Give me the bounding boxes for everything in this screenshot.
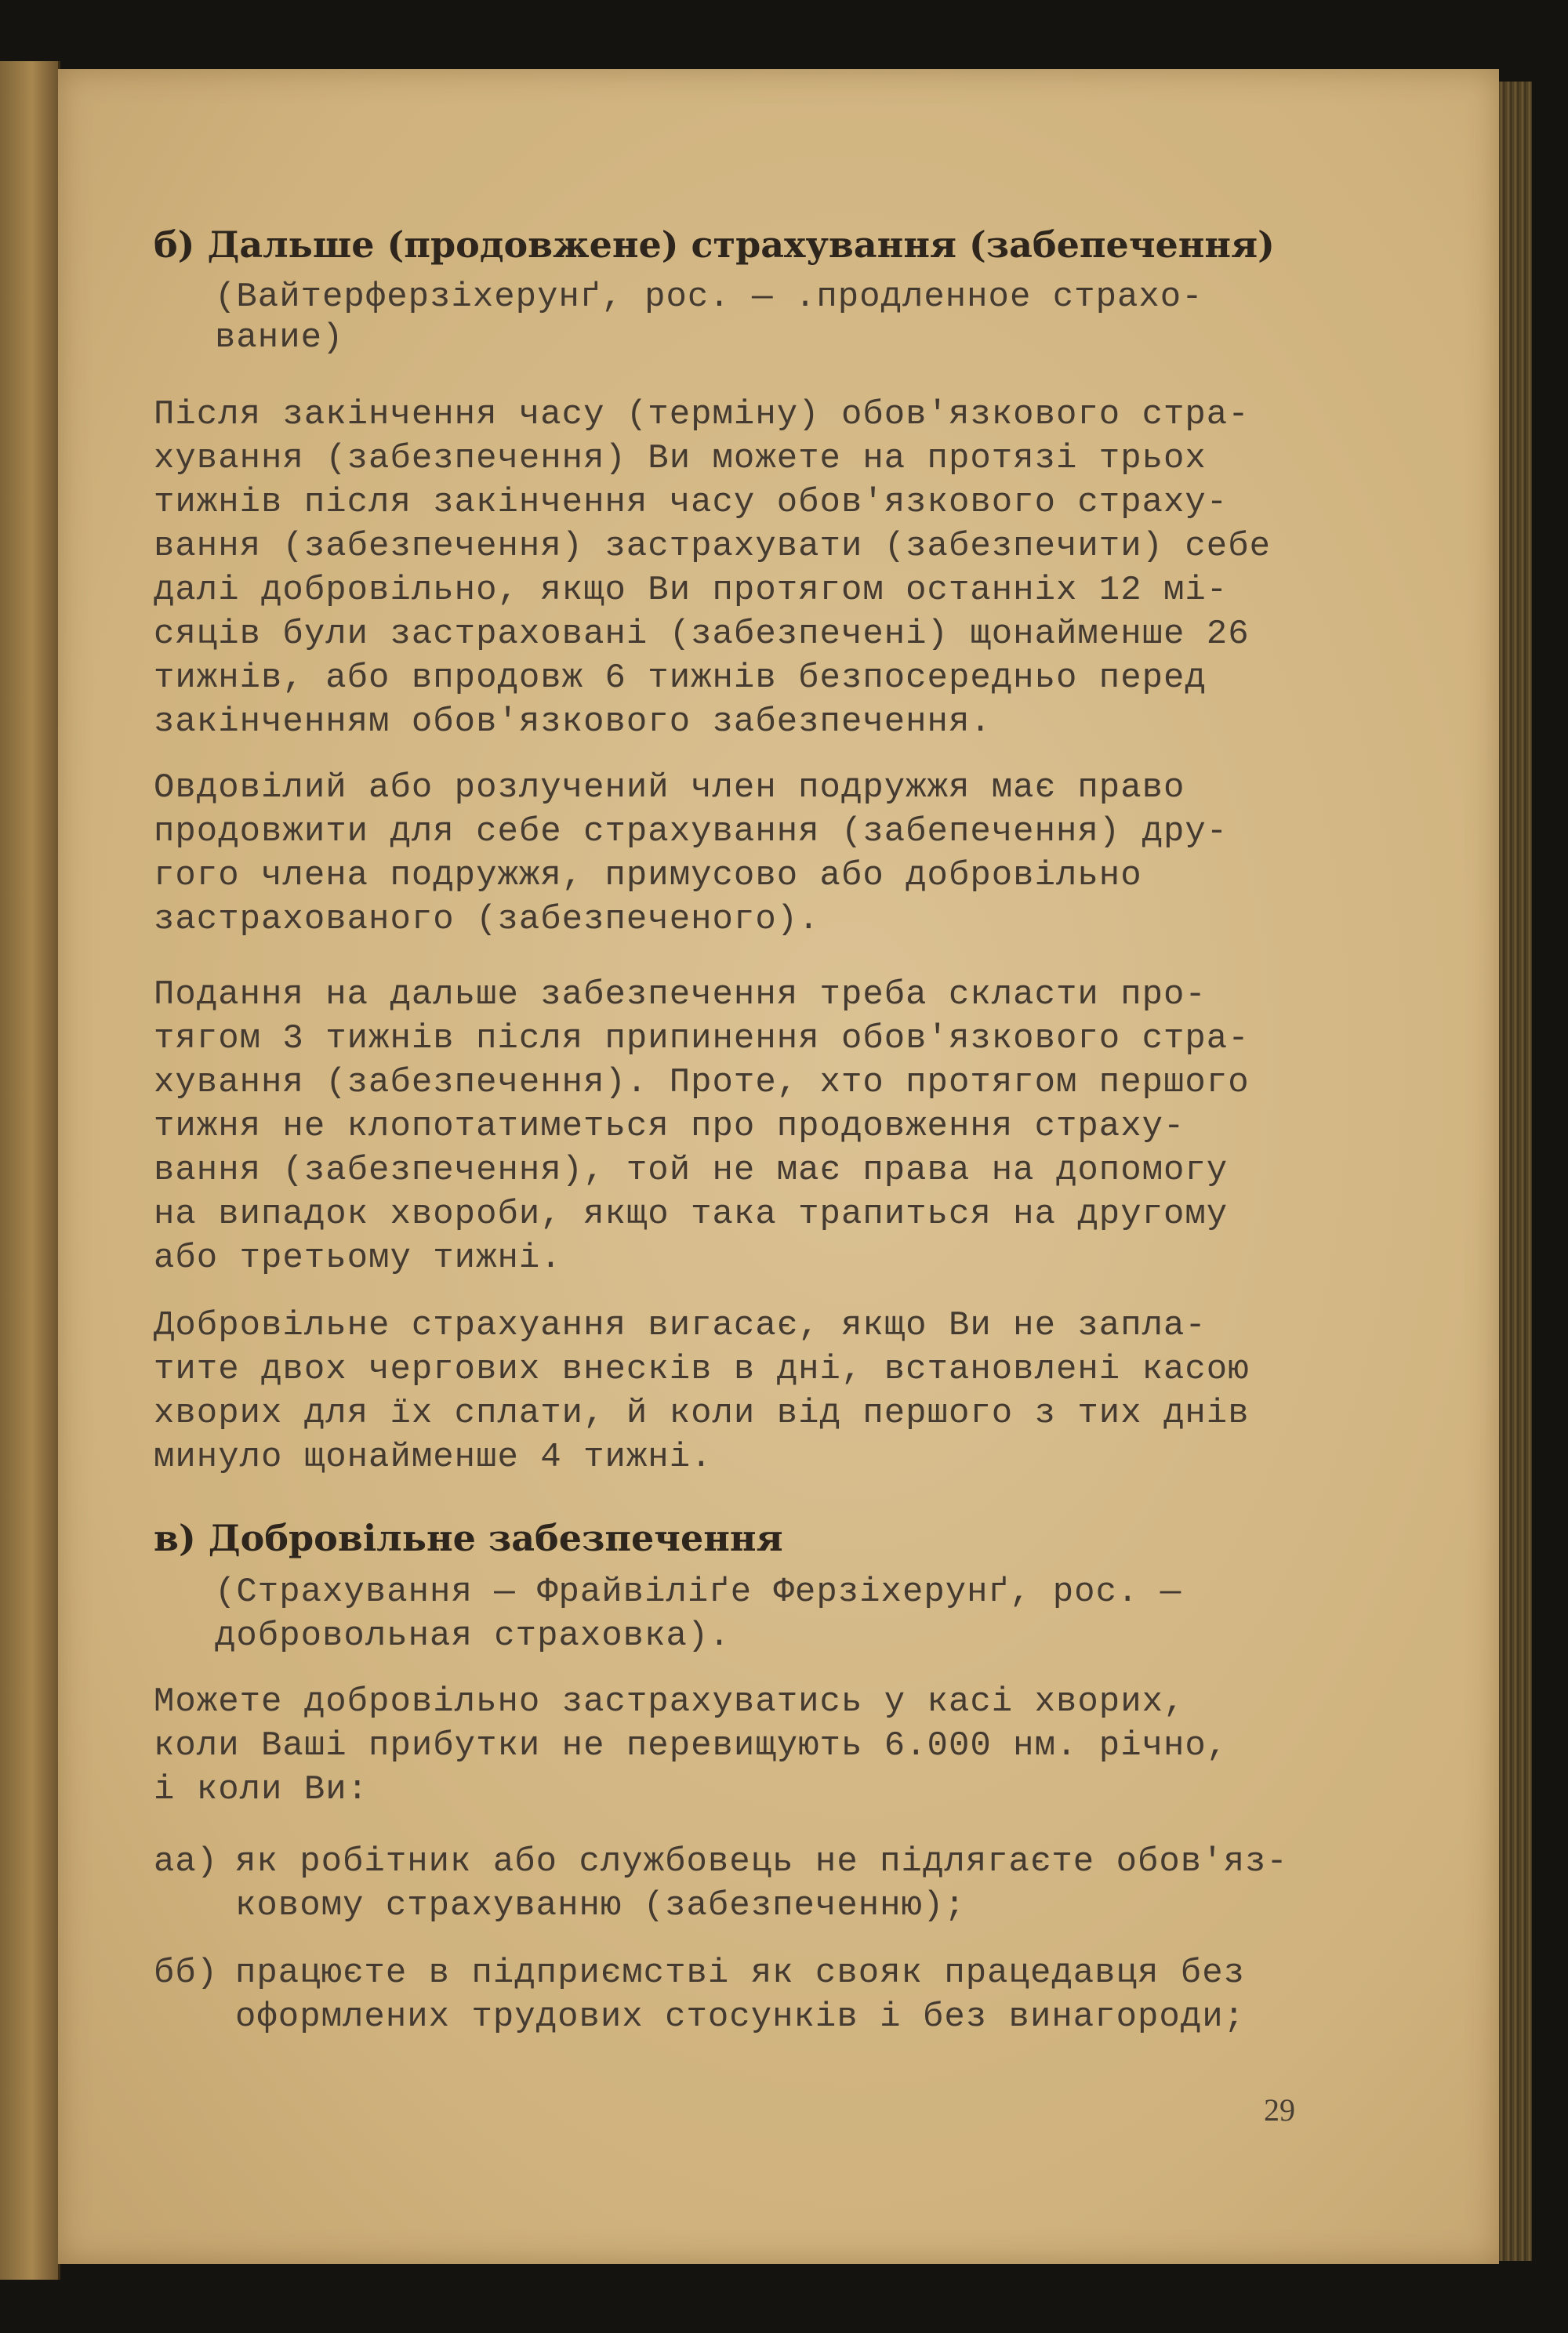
section-b-heading: б) Дальше (продовжене) страхування (забепечення)	[154, 223, 1275, 266]
section-v-subtitle-line: добровольная страховка).	[215, 1616, 731, 1656]
previous-page-edge	[0, 61, 60, 2280]
paragraph-line: Подання на дальше забезпечення треба скласти про-	[154, 975, 1207, 1014]
paragraph-line: сяців були застраховані (забезпечені) щонайменше 26	[154, 615, 1250, 654]
paragraph-line: тягом 3 тижнів після припинення обов'язкового стра-	[154, 1019, 1250, 1058]
section-v-subtitle-line: (Страхування — Фрайвіліґе Ферзіхерунґ, рос. —	[215, 1573, 1182, 1612]
list-item-marker: бб)	[154, 1954, 219, 1993]
list-item-line: працюєте в підприємстві як свояк працедавця без	[235, 1954, 1246, 1993]
paragraph-line: застрахованого (забезпеченого).	[154, 900, 820, 939]
paragraph-line: закінченням обов'язкового забезпечення.	[154, 702, 992, 742]
intro-line: Можете добровільно застрахуватись у касі хворих,	[154, 1682, 1185, 1722]
paragraph-line: вання (забезпечення), той не має права на допомогу	[154, 1151, 1229, 1190]
paragraph-line: хворих для їх сплати, й коли від першого з тих днів	[154, 1394, 1250, 1433]
paragraph-line: або третьому тижні.	[154, 1239, 562, 1278]
paragraph-line: Овдовілий або розлучений член подружжя має право	[154, 768, 1185, 807]
paragraph-line: гого члена подружжя, примусово або добровільно	[154, 856, 1142, 895]
intro-line: і коли Ви:	[154, 1770, 369, 1809]
paragraph-line: тижнів, або впродовж 6 тижнів безпосередньо перед	[154, 659, 1207, 698]
paragraph-line: на випадок хвороби, якщо така трапиться на другому	[154, 1195, 1229, 1234]
paragraph-line: тижня не клопотатиметься про продовження страху-	[154, 1107, 1185, 1146]
list-item-line: ковому страхуванню (забезпеченню);	[235, 1886, 966, 1925]
section-b-subtitle-line: (Вайтерферзіхерунґ, рос. — .продленное страхо-	[215, 278, 1203, 317]
list-item-marker: аа)	[154, 1842, 219, 1881]
section-v-heading: в) Добровільне забезпечення	[154, 1517, 783, 1559]
paragraph-line: тижнів після закінчення часу обов'язкового страху-	[154, 483, 1229, 522]
paragraph-line: вання (забезпечення) застрахувати (забезпечити) себе	[154, 527, 1272, 566]
section-b-subtitle-line: вание)	[215, 318, 344, 357]
page-stack-edge	[1499, 82, 1532, 2261]
paragraph-line: Добровільне страхуання вигасає, якщо Ви не запла-	[154, 1306, 1207, 1345]
paragraph-line: тите двох чергових внесків в дні, встановлені касою	[154, 1350, 1250, 1389]
intro-line: коли Ваші прибутки не перевищують 6.000 нм. річно,	[154, 1726, 1229, 1765]
page-number: 29	[1264, 2092, 1295, 2128]
paragraph-line: продовжити для себе страхування (забепечення) дру-	[154, 812, 1229, 851]
paragraph-line: хування (забезпечення). Проте, хто протягом першого	[154, 1063, 1250, 1102]
paragraph-line: Після закінчення часу (терміну) обов'язкового стра-	[154, 395, 1250, 434]
paragraph-line: далі добровільно, якщо Ви протягом останніх 12 мі-	[154, 571, 1229, 610]
paragraph-line: минуло щонайменше 4 тижні.	[154, 1438, 713, 1477]
paragraph-line: хування (забезпечення) Ви можете на протязі трьох	[154, 439, 1207, 478]
list-item-line: оформлених трудових стосунків і без винагороди;	[235, 1997, 1246, 2037]
list-item-line: як робітник або службовець не підлягаєте обов'яз-	[235, 1842, 1288, 1881]
